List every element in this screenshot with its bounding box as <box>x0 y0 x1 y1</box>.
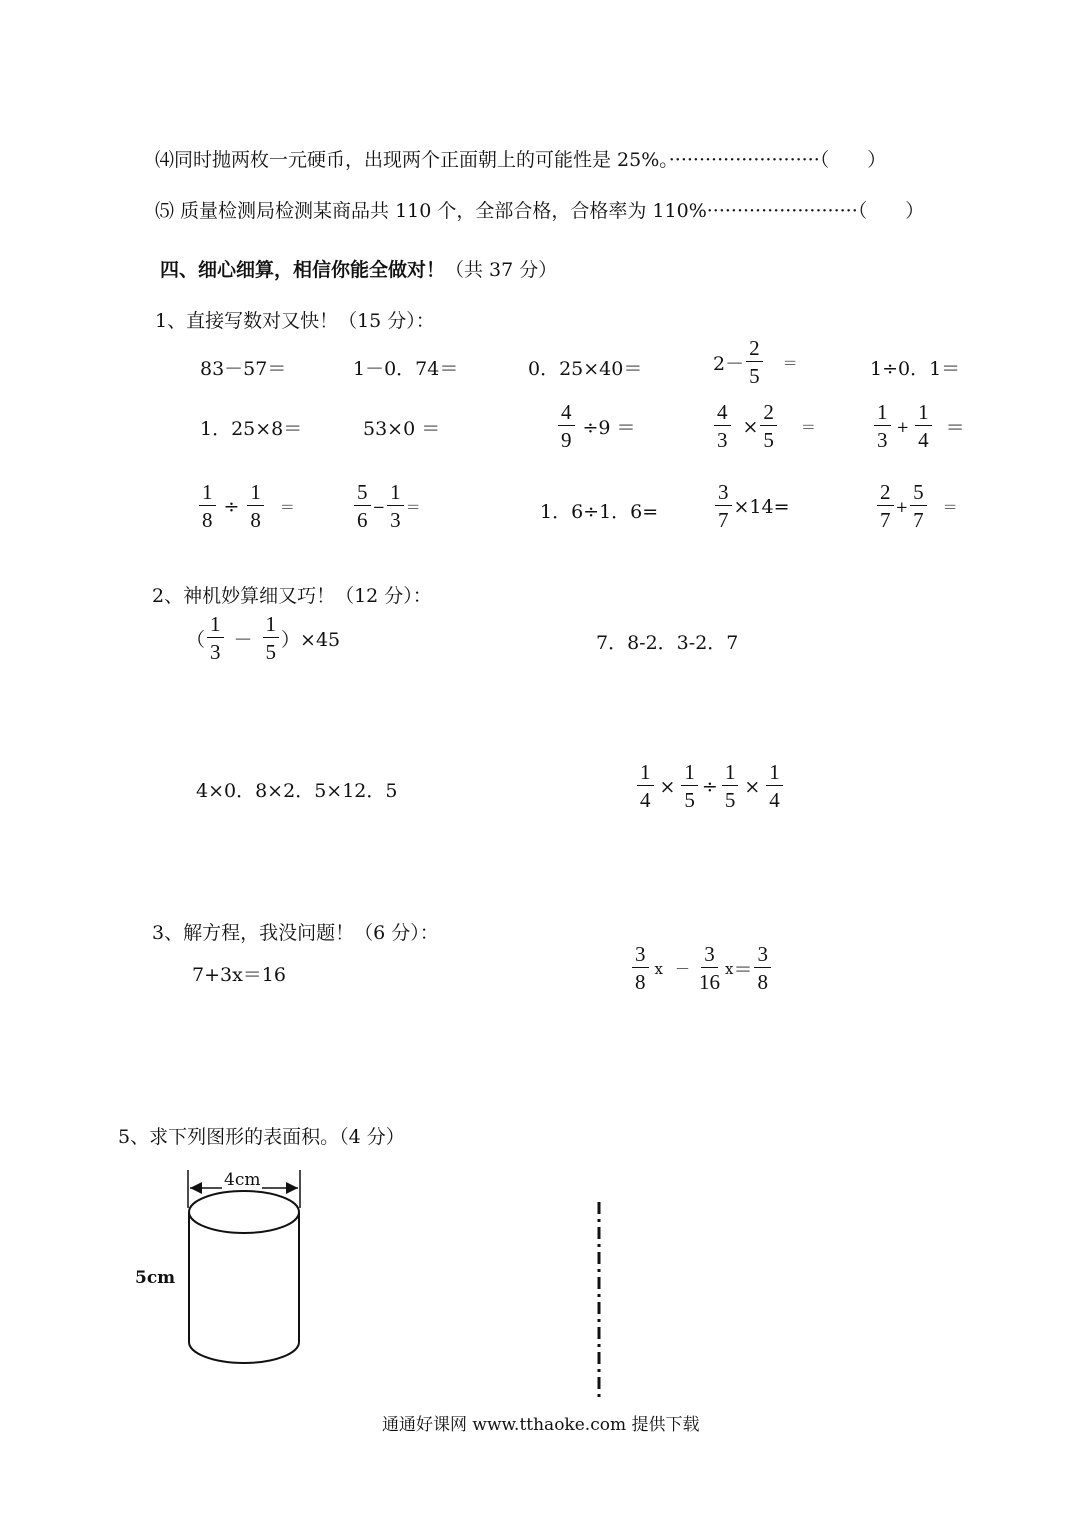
frac-num: 3 <box>715 482 732 506</box>
part5-heading: 5、求下列图形的表面积。（4 分） <box>118 1126 405 1148</box>
frac-num: 4 <box>558 402 575 426</box>
frac-den: 7 <box>718 508 729 532</box>
frac-num: 1 <box>681 762 698 786</box>
frac-num: 2 <box>760 402 777 426</box>
open-paren: （ <box>186 629 206 651</box>
op: ÷ <box>701 775 718 798</box>
frac-den: 8 <box>250 508 261 532</box>
eq: ＝ <box>279 498 295 516</box>
frac-den: 5 <box>749 364 760 388</box>
calc-1: 83－57＝ <box>200 358 287 380</box>
calc-9 <box>712 402 816 451</box>
frac-den: 7 <box>913 508 924 532</box>
calc-2: 1－0．74＝ <box>353 358 459 380</box>
height-label: 5cm <box>135 1268 176 1288</box>
frac-num: 2 <box>746 338 763 362</box>
section-title-text: 四、细心细算，相信你能全做对！ <box>160 259 446 281</box>
eq: ＝ <box>733 959 753 981</box>
frac-den: 4 <box>918 428 929 452</box>
calc-14-rest: ×14= <box>733 495 790 518</box>
eq: ＝ <box>800 418 816 436</box>
equation-a: 7+3x＝16 <box>192 964 286 986</box>
eq: ＝ <box>405 498 421 516</box>
op: + <box>895 497 909 516</box>
calc-11 <box>197 482 295 531</box>
frac-den: 8 <box>635 970 646 994</box>
frac-den: 3 <box>877 428 888 452</box>
calc-6: 1．25×8＝ <box>200 418 303 440</box>
calc-4 <box>713 338 798 387</box>
frac-den: 16 <box>698 970 720 994</box>
frac-num: 1 <box>637 762 654 786</box>
part2-heading: 2、神机妙算细又巧！（12 分）： <box>152 585 432 607</box>
frac-num: 2 <box>877 482 894 506</box>
op: × <box>659 775 676 798</box>
frac-num: 4 <box>714 402 731 426</box>
frac-den: 5 <box>684 788 695 812</box>
frac-num: 3 <box>632 944 649 968</box>
calc-simplify-b: 7．8-2．3-2．7 <box>596 632 739 654</box>
footer-text: 通通好课网 www.tthaoke.com 提供下载 <box>382 1415 700 1435</box>
frac-den: 3 <box>390 508 401 532</box>
op: + <box>896 417 910 436</box>
frac-den: 5 <box>763 428 774 452</box>
calc-12 <box>352 482 421 531</box>
section-score: （共 37 分） <box>445 259 558 281</box>
calc-14 <box>713 482 790 531</box>
section-title <box>160 255 557 282</box>
calc-simplify-d <box>635 762 785 811</box>
calc-simplify-c: 4×0．8×2．5×12．5 <box>196 780 398 802</box>
frac-den: 8 <box>757 970 768 994</box>
frac-den: 7 <box>880 508 891 532</box>
judge-question-5: ⑸ 质量检测局检测某商品共 110 个，全部合格，合格率为 110%·························（ ） <box>155 200 925 222</box>
calc-10 <box>872 402 965 451</box>
op: － <box>674 960 690 978</box>
cylinder-figure <box>180 1168 310 1398</box>
op: × <box>742 415 759 438</box>
frac-den: 6 <box>357 508 368 532</box>
close-paren: ）×45 <box>281 629 341 651</box>
frac-den: 4 <box>640 788 651 812</box>
frac-num: 3 <box>701 944 718 968</box>
divider-line <box>592 1200 606 1402</box>
op: ÷ <box>223 495 240 518</box>
calc-4-eq: ＝ <box>782 354 798 372</box>
equation-b <box>630 944 773 993</box>
op: − <box>372 497 386 516</box>
calc-3: 0．25×40＝ <box>528 358 643 380</box>
frac-den: 8 <box>202 508 213 532</box>
frac-den: 3 <box>717 428 728 452</box>
calc-13: 1．6÷1．6= <box>540 501 659 523</box>
frac-num: 3 <box>754 944 771 968</box>
part3-heading: 3、解方程，我没问题！（6 分）： <box>152 922 439 944</box>
frac-den: 5 <box>724 788 736 812</box>
op: － <box>233 629 253 651</box>
var: x <box>654 959 663 978</box>
diameter-label: 4cm <box>224 1170 261 1190</box>
frac-den: 9 <box>561 428 572 452</box>
frac-num: 1 <box>915 402 932 426</box>
calc-15 <box>875 482 958 531</box>
part1-heading: 1、直接写数对又快！（15 分）： <box>155 310 435 332</box>
frac-num: 1 <box>766 762 783 786</box>
frac-num: 5 <box>354 482 371 506</box>
frac-num: 1 <box>874 402 891 426</box>
calc-8 <box>556 402 636 451</box>
var: x <box>724 959 734 978</box>
calc-7: 53×0 ＝ <box>363 418 441 440</box>
frac-den: 5 <box>265 640 277 664</box>
calc-simplify-a <box>186 614 340 663</box>
calc-5: 1÷0．1＝ <box>870 358 961 380</box>
eq: ＝ <box>945 417 965 439</box>
calc-8-rest: ÷9 ＝ <box>582 417 636 439</box>
frac-num: 1 <box>263 614 280 638</box>
frac-num: 1 <box>247 482 264 506</box>
frac-den: 4 <box>769 788 780 812</box>
frac-num: 5 <box>910 482 927 506</box>
frac-num: 1 <box>722 762 739 786</box>
calc-4-pre: 2－ <box>713 353 745 375</box>
eq: ＝ <box>942 498 958 516</box>
frac-num: 1 <box>387 482 404 506</box>
frac-num: 1 <box>207 614 224 638</box>
judge-question-4: ⑷同时抛两枚一元硬币，出现两个正面朝上的可能性是 25%。·························（ ） <box>155 149 887 171</box>
frac-num: 1 <box>199 482 216 506</box>
frac-den: 3 <box>210 640 221 664</box>
op: × <box>744 775 761 798</box>
